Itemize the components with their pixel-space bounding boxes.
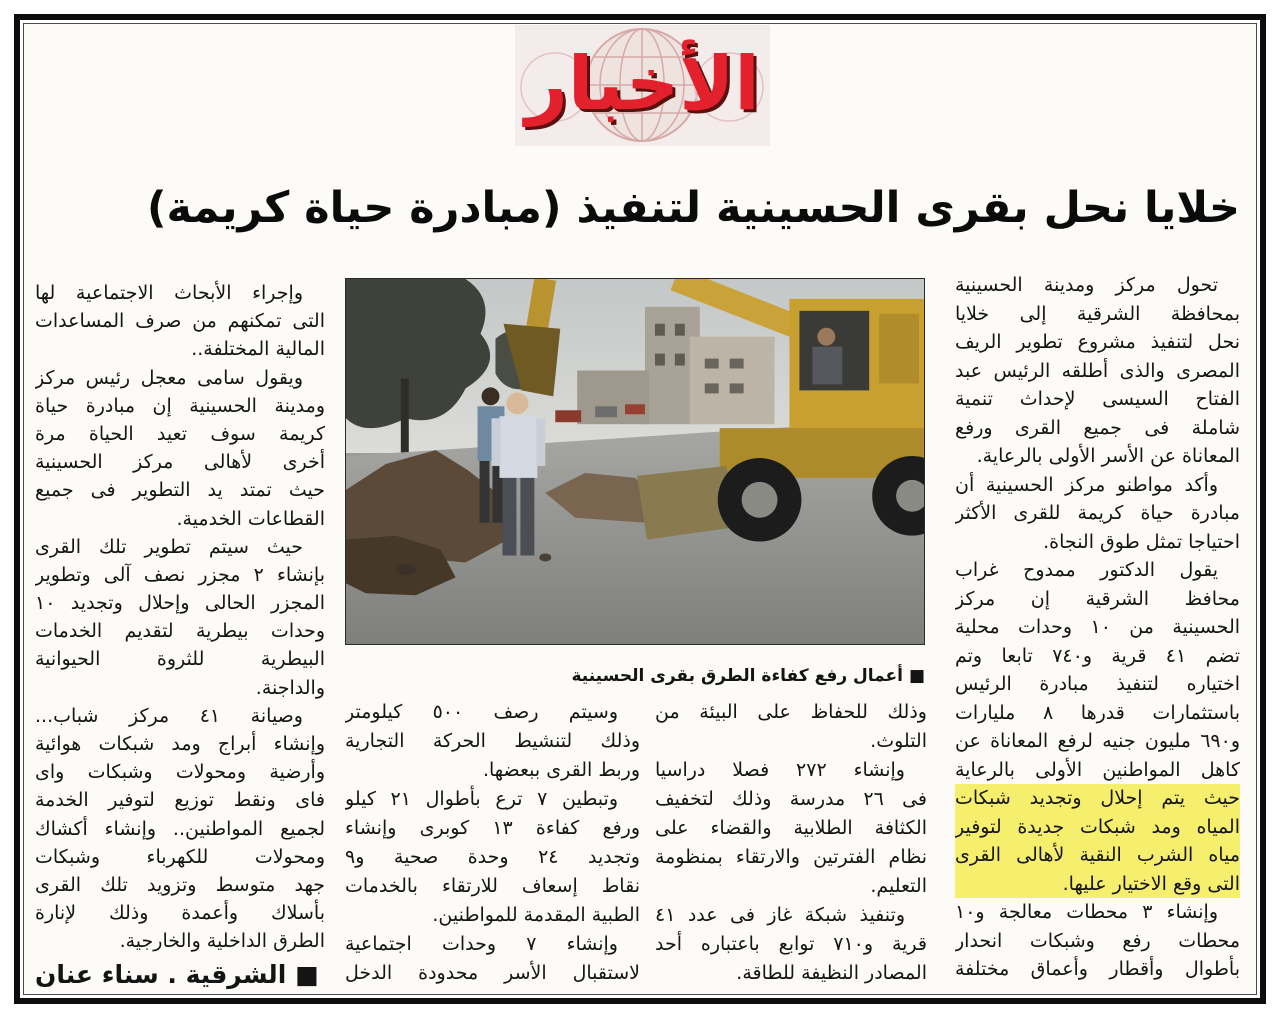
photo-man-leg <box>520 478 534 556</box>
photo-excavator-grill <box>879 314 919 384</box>
article-line: الطرق الداخلية والخارجية. <box>119 930 325 953</box>
article-line: ومحولات للكهرباء وشبكات <box>35 845 325 868</box>
photo-man-head <box>482 387 500 405</box>
article-line: قرية و٧١٠ توابع باعتباره أحد <box>655 933 927 955</box>
article-line: البيطرية للثروة الحيوانية <box>35 648 325 671</box>
article-line: و٦٩٠ مليون جنيه لرفع المعاناة عن <box>955 730 1240 752</box>
article-line: وإنشاء ٧ وحدات اجتماعية <box>345 933 618 955</box>
photo-window <box>730 359 744 369</box>
photo-window <box>730 383 744 393</box>
photo-rock <box>396 563 416 575</box>
byline-text: الشرقية . سناء عنان <box>35 960 287 989</box>
photo-excavator-hub-front <box>742 482 778 518</box>
newspaper-logo <box>515 25 770 146</box>
article-column-center-left <box>345 698 640 988</box>
photo-man-arm <box>536 418 545 466</box>
article-line: ورفع كفاءة ١٣ كوبرى وإنشاء <box>345 817 640 839</box>
photo-car <box>555 410 581 422</box>
article-line: ومدينة الحسينية إن مبادرة حياة <box>35 394 325 417</box>
article-line: محطات رفع وشبكات انحدار <box>955 929 1240 952</box>
photo-window <box>675 354 685 366</box>
photo-man-leg <box>480 461 490 523</box>
article-line: وسيتم رصف ٥٠٠ كيلومتر <box>345 701 619 723</box>
article-line: كاهل المواطنين الأولى بالرعاية <box>955 758 1240 781</box>
article-line: بأسلاك وأعمدة وذلك لإنارة <box>35 902 325 925</box>
article-line: والداجنة. <box>255 676 325 699</box>
article-line: لجميع المواطنين.. وإنشاء أكشاك <box>35 817 325 840</box>
article-line: وإنشاء ٣ محطات معالجة و١٠ <box>955 901 1218 923</box>
article-line: أخرى لأهالى مركز الحسينية <box>35 451 325 474</box>
photo-car <box>595 406 617 417</box>
article-line: وذلك لتنشيط الحركة التجارية <box>345 730 640 752</box>
article-line: تحول مركز ومدينة الحسينية <box>955 274 1218 296</box>
photo-window <box>705 359 719 369</box>
article-line: نحل لتنفيذ مشروع تطوير الريف <box>955 331 1240 353</box>
article-line: وذلك للحفاظ على البيئة من <box>655 701 927 723</box>
article-line: وصيانة ٤١ مركز شباب... <box>35 704 303 727</box>
article-line: اختياره لتنفيذ مبادرة الرئيس <box>955 673 1240 695</box>
article-line: مبادرة حياة كريمة للقرى الأكثر <box>955 502 1240 524</box>
article-line: نظام الفترتين والارتقاء بمنظومة <box>655 846 927 868</box>
article-line-highlighted: حيث يتم إحلال وتجديد شبكات <box>955 784 1240 813</box>
article-line: احتياجا تمثل طوق النجاة. <box>1043 530 1240 553</box>
article-line: المعاناة عن الأسر الأولى بالرعاية. <box>976 445 1240 467</box>
article-line: المجزر الحالى وإحلال وتجديد ١٠ <box>35 592 325 615</box>
article-line: الفتاح السيسى لإحداث تنمية <box>955 388 1240 410</box>
article-line: وتنفيذ شبكة غاز فى عدد ٤١ <box>655 904 905 926</box>
byline-bullet: ■ <box>294 960 319 989</box>
article-line: وإنشاء ٢٧٢ فصلا دراسيا <box>655 759 905 781</box>
article-line: وأرضية ومحولات وشبكات واى <box>35 761 325 784</box>
article-line: تضم ٤١ قرية و٧٤٠ تابعا وتم <box>955 644 1240 667</box>
photo-window <box>705 383 719 393</box>
article-line: الطبية المقدمة للمواطنين. <box>432 904 640 926</box>
article-line: الحسينية من ١٠ وحدات محلية <box>955 616 1240 638</box>
article-line: وحدات بيطرية لتقديم الخدمات <box>35 620 325 643</box>
article-line-highlighted: مياه الشرب النقية لأهالى القرى <box>955 841 1240 870</box>
article-line: الكثافة الطلابية والقضاء على <box>655 817 927 839</box>
photo-image <box>346 279 924 644</box>
photo-man-torso <box>499 416 537 478</box>
logo-wordmark: الأخبار <box>525 41 760 127</box>
article-line: شاملة فى جميع القرى ورفع <box>955 416 1240 439</box>
article-line: ويقول سامى معجل رئيس مركز <box>35 366 303 389</box>
article-column-left <box>35 279 325 956</box>
photo-rock <box>539 553 551 561</box>
article-line: بمحافظة الشرقية إلى خلايا <box>955 302 1240 325</box>
photo-window <box>675 324 685 336</box>
article-line: باستثمارات قدرها ٨ مليارات <box>955 701 1240 724</box>
photo-window <box>655 324 665 336</box>
article-line: المالية المختلفة.. <box>191 338 325 361</box>
photo-building <box>690 337 775 425</box>
article-line: وتبطين ٧ ترع بأطوال ٢١ كيلو <box>345 788 618 810</box>
photo-operator-head <box>817 328 835 346</box>
article-column-right <box>955 271 1240 984</box>
photo-window <box>655 354 665 366</box>
photo-man-leg <box>502 478 516 556</box>
article-line: التى تمكنهم من صرف المساعدات <box>35 310 325 333</box>
article-line: فى ٢٦ مدرسة وذلك لتخفيف <box>655 788 927 810</box>
article-line-highlighted: المياه ومد شبكات جديدة لتوفير <box>955 813 1240 842</box>
article-byline <box>35 958 325 992</box>
article-column-center-right <box>655 698 927 988</box>
caption-bullet: ■ <box>908 666 925 686</box>
article-line: بإنشاء ٢ مجزر نصف آلى وتطوير <box>35 563 325 586</box>
article-line: القطاعات الخدمية. <box>176 507 325 530</box>
article-line: بأطوال وأقطار وأعماق مختلفة <box>955 958 1240 980</box>
caption-text: أعمال رفع كفاءة الطرق بقرى الحسينية <box>571 666 904 686</box>
article-line: كريمة سوف تعيد الحياة مرة <box>35 422 325 445</box>
article-line: جهد متوسط وتزويد تلك القرى <box>35 873 325 896</box>
photo-man-head <box>506 392 528 414</box>
article-line: فاى ونقط توزيع لتوفير الخدمة <box>35 789 325 812</box>
article-line: حيث سيتم تطوير تلك القرى <box>35 535 303 558</box>
article-line-highlighted: التى وقع الاختيار عليها. <box>955 870 1240 899</box>
photo-tree-trunk <box>401 378 409 453</box>
photo-car <box>625 404 645 414</box>
article-line: وتجديد ٢٤ وحدة صحية و٩ <box>345 846 640 868</box>
article-photo <box>345 278 925 645</box>
photo-caption <box>345 662 925 690</box>
photo-operator-body <box>812 347 842 385</box>
article-line: حيث تمتد يد التطوير فى جميع <box>35 479 325 502</box>
article-line: المصادر النظيفة للطاقة. <box>736 962 927 984</box>
article-line: لاستقبال الأسر محدودة الدخل <box>345 962 640 984</box>
article-line: المصرى والذى أطلقه الرئيس عبد <box>955 359 1240 382</box>
article-line: يقول الدكتور ممدوح غراب <box>955 559 1218 581</box>
photo-man-arm <box>491 418 500 466</box>
article-line: التعليم. <box>870 875 927 897</box>
article-line: وإنشاء أبراج ومد شبكات هوائية <box>35 733 325 755</box>
article-line: نقاط إسعاف للارتقاء بالخدمات <box>345 875 640 897</box>
article-line: وربط القرى ببعضها. <box>482 759 640 781</box>
article-line: وإجراء الأبحاث الاجتماعية لها <box>35 282 303 304</box>
article-line: محافظ الشرقية إن مركز <box>955 587 1240 610</box>
article-line: وأكد مواطنو مركز الحسينية أن <box>955 473 1218 496</box>
article-line: التلوث. <box>870 730 927 752</box>
article-headline: خلايا نحل بقرى الحسينية لتنفيذ (مبادرة حياة كريمة) <box>146 183 1240 233</box>
